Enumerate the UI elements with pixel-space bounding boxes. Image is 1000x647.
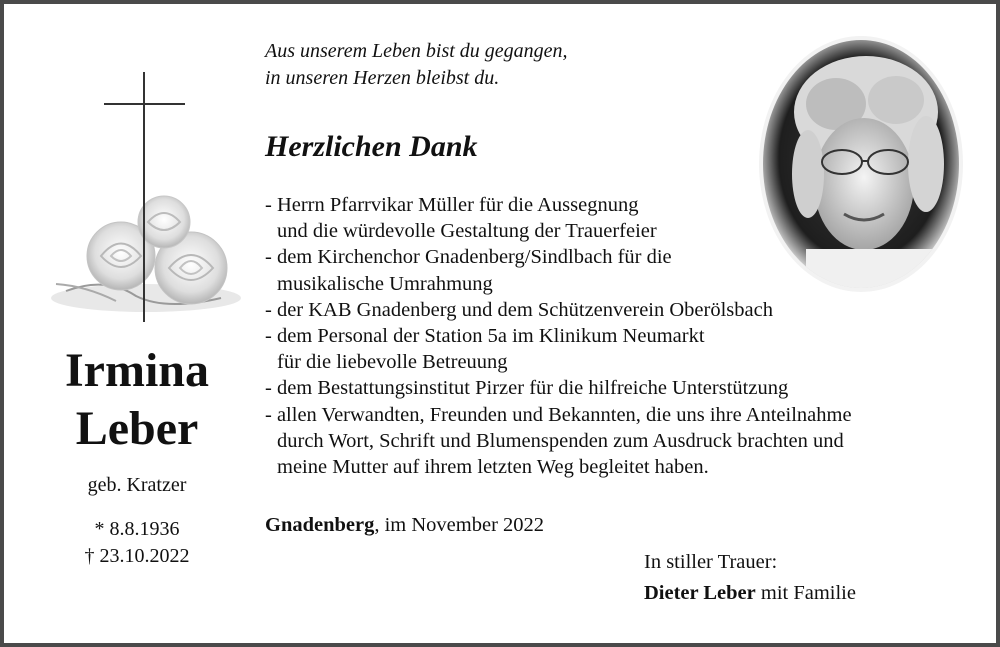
mourner-name: Dieter Leber (644, 582, 756, 604)
birth-date: * 8.8.1936 (94, 518, 180, 540)
list-item: - dem Personal der Station 5a im Klinikum Neumarkt für die liebevolle Betreuung (265, 325, 705, 374)
portrait-photo (756, 34, 966, 294)
list-item: - Herrn Pfarrvikar Müller für die Aussegnung und die würdevolle Gestaltung der Trauerfeier (265, 194, 657, 243)
town: Gnadenberg (265, 514, 375, 536)
list-item: - dem Kirchenchor Gnadenberg/Sindlbach für die musikalische Umrahmung (265, 246, 672, 295)
mourner-suffix: mit Familie (755, 582, 856, 604)
list-item: - allen Verwandten, Freunden und Bekannten, die uns ihre Anteilnahme durch Wort, Schrift und Blumenspenden zum Ausdruck brachten und meine Mutter auf ihrem letzten Weg begleitet haben. (265, 403, 852, 479)
date: , im November 2022 (374, 514, 545, 536)
list-item: - dem Bestattungsinstitut Pirzer für die hilfreiche Unterstützung (265, 377, 789, 400)
motto (265, 38, 568, 92)
mourners-label: In stiller Trauer: (644, 551, 778, 573)
deceased-last-name: Leber (75, 402, 199, 455)
death-date: † 23.10.2022 (84, 545, 190, 567)
place-date (265, 514, 544, 537)
page-title: Herzlichen Dank (265, 130, 478, 163)
list-item: - der KAB Gnadenberg und dem Schützenverein Oberölsbach (265, 298, 773, 321)
motto-line: Aus unserem Leben bist du gegangen, (265, 40, 568, 62)
cross-horizontal-bar (104, 103, 185, 105)
deceased-first-name: Irmina (65, 344, 209, 397)
roses-image (46, 186, 246, 326)
cross-vertical-bar (143, 72, 145, 322)
life-dates (32, 516, 242, 570)
birth-name: geb. Kratzer (87, 474, 187, 496)
mourners (644, 547, 856, 609)
motto-line: in unseren Herzen bleibst du. (265, 67, 500, 89)
